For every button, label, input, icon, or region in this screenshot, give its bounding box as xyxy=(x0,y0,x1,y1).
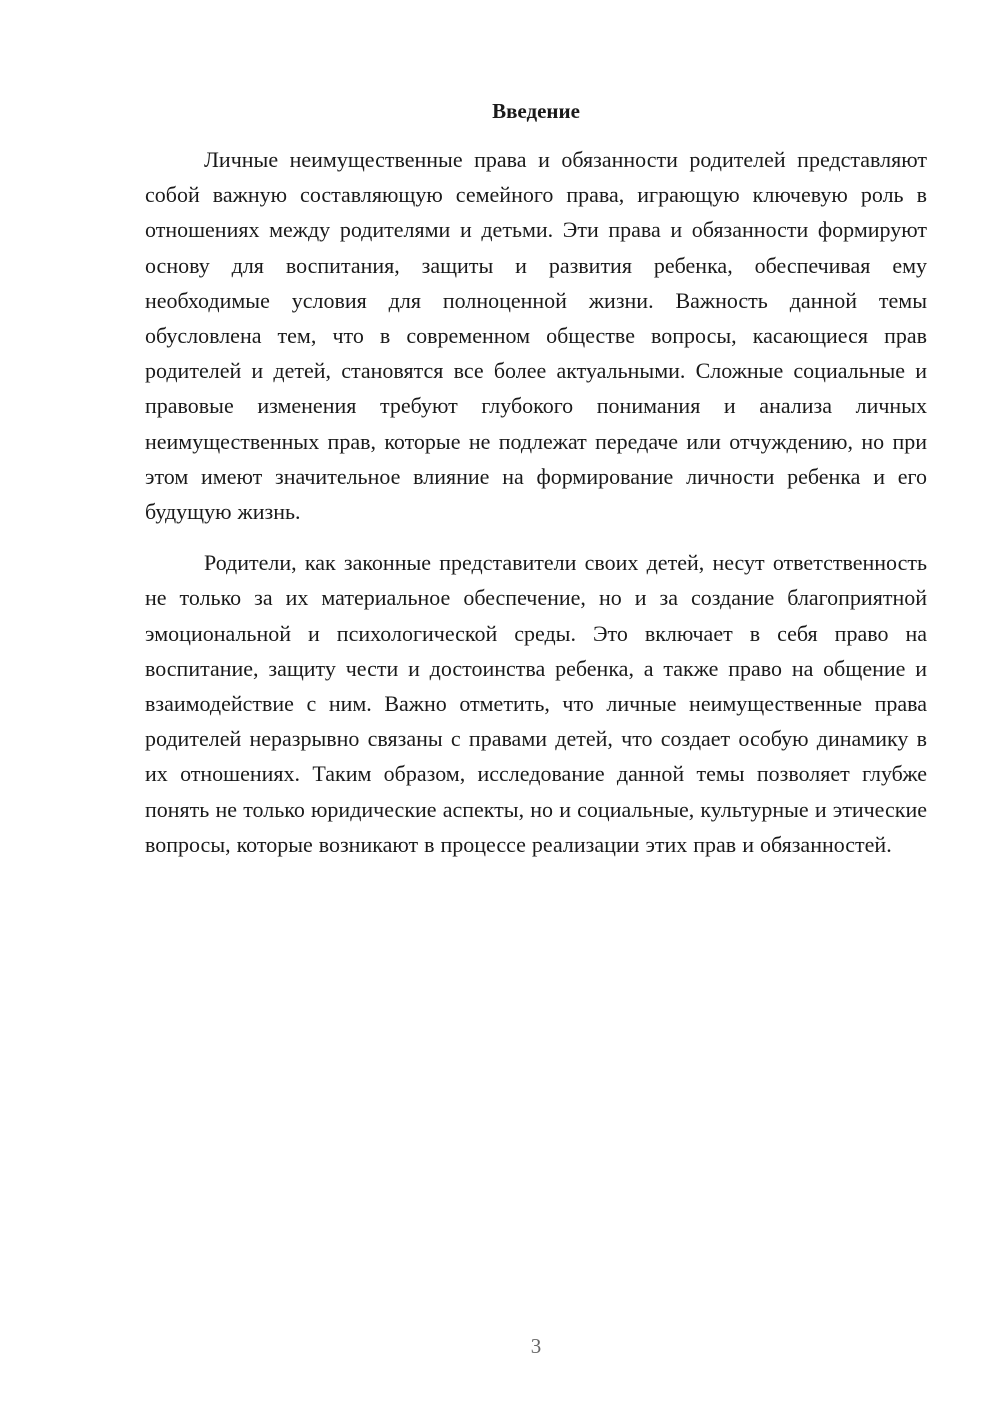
section-heading: Введение xyxy=(492,99,580,123)
body-text xyxy=(145,142,927,862)
page-number: 3 xyxy=(530,1334,542,1358)
paragraph-1: Личные неимущественные права и обязанности родителей представляют собой важную составляющую семейного права, играющую ключевую роль в отношениях между родителями и детьми. Эти права и обязанности формируют основу для воспитания, защиты и развития ребенка, обеспечивая ему необходимые условия для полноценной жизни. Важность данной темы обусловлена тем, что в современном обществе вопросы, касающиеся прав родителей и детей, становятся все более актуальными. Сложные социальные и правовые изменения требуют глубокого понимания и анализа личных неимущественных прав, которые не подлежат передаче или отчуждению, но при этом имеют значительное влияние на формирование личности ребенка и его будущую жизнь. xyxy=(145,147,927,525)
paragraph-2: Родители, как законные представители своих детей, несут ответственность не только за их материальное обеспечение, но и за создание благоприятной эмоциональной и психологической среды. Это включает в себя право на воспитание, защиту чести и достоинства ребенка, а также право на общение и взаимодействие с ним. Важно отметить, что личные неимущественные права родителей неразрывно связаны с правами детей, что создает особую динамику в их отношениях. Таким образом, исследование данной темы позволяет глубже понять не только юридические аспекты, но и социальные, культурные и этические вопросы, которые возникают в процессе реализации этих прав и обязанностей. xyxy=(145,550,927,857)
